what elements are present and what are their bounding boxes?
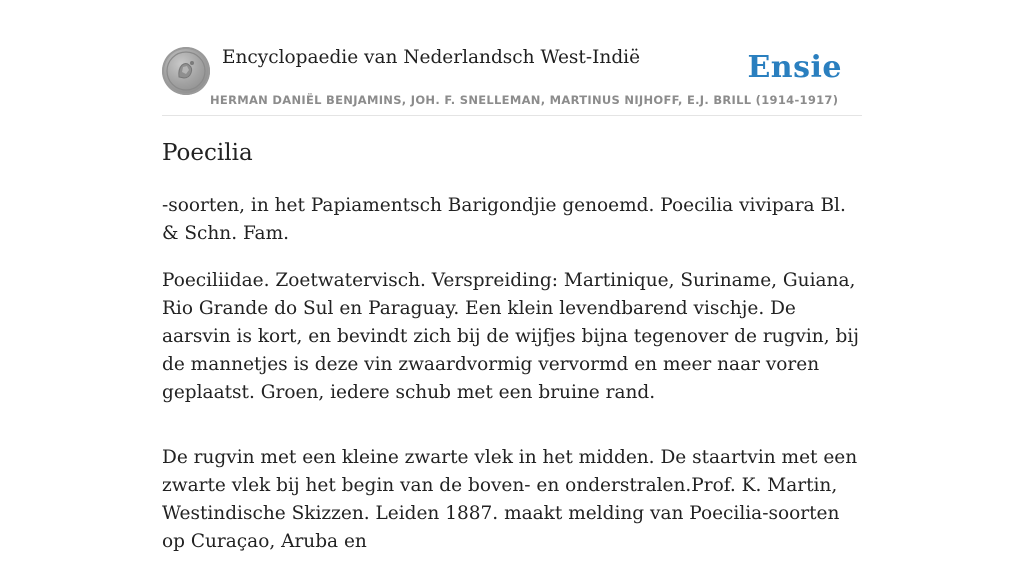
article-paragraph: Poeciliidae. Zoetwatervisch. Verspreiding: Martinique, Suriname, Guiana, Rio Grande do Sul en Paraguay. Een klein levendbarend vischje. De aarsvin is kort, en bevindt zich bij de wijfjes bijna tegenover de rugvin, bij de mannetjes is deze vin zwaardvormig vervormd en meer naar voren geplaatst. Groen, iedere schub met een bruine rand. [162,270,859,403]
article-paragraph: -soorten, in het Papiamentsch Barigondjie genoemd. Poecilia vivipara Bl. & Schn. Fam. [162,195,846,244]
ensie-logo[interactable]: Ensie [747,50,842,85]
source-authors: HERMAN DANIËL BENJAMINS, JOH. F. SNELLEMAN, MARTINUS NIJHOFF, E.J. BRILL (1914-1917) [210,93,839,107]
article-body [162,192,862,575]
coin-seal-icon[interactable] [162,47,210,95]
article-paragraph: De rugvin met een kleine zwarte vlek in het midden. De staartvin met een zwarte vlek bij het begin van de boven- en onderstralen.Prof. K. Martin, Westindische Skizzen. Leiden 1887. maakt melding van Poecilia-soorten op Curaçao, Aruba en [162,447,858,552]
source-header [162,46,862,116]
article-title: Poecilia [162,140,253,166]
source-title[interactable]: Encyclopaedie van Nederlandsch West-Indië [222,47,641,68]
